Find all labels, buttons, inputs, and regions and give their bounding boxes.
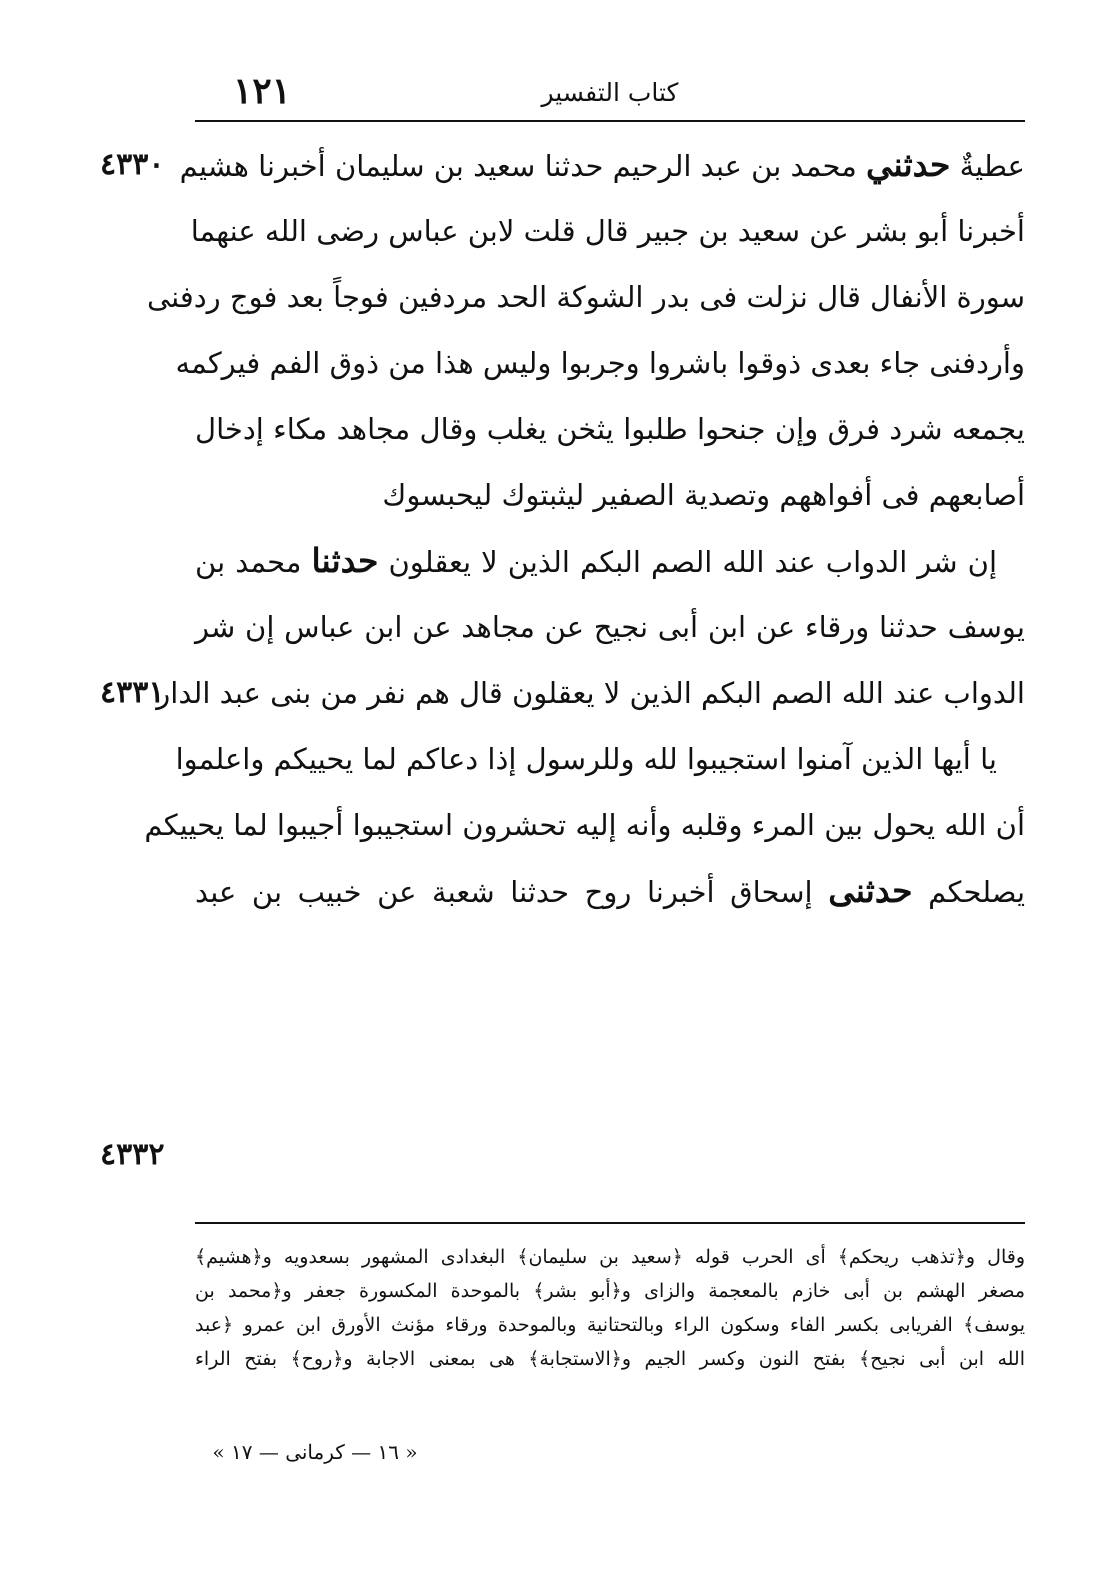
text-line-4 — [175, 330, 1025, 396]
text-line-7 — [195, 528, 1025, 594]
line-2-text: أخبرنا أبو بشر عن سعيد بن جبير قال قلت لابن عباس رضى الله عنهما — [190, 214, 1025, 248]
line-7-keyword: حدثنا — [311, 541, 379, 580]
line-6-text: أصابعهم فى أفواههم وتصدية الصفير ليثبتوك ليحبسوك — [382, 478, 1025, 512]
text-line-6 — [195, 462, 1025, 528]
text-line-5 — [195, 396, 1025, 462]
line-7-end: محمد بن — [195, 545, 302, 579]
text-line-3 — [146, 264, 1025, 330]
line-3-text: سورة الأنفال قال نزلت فى بدر الشوكة الحد مردفين فوجاً بعد فوج ردفنى — [146, 280, 1025, 314]
line-12-keyword: حدثنى — [828, 871, 913, 910]
footnote-line-4: الله ابن أبى نجيح﴾ بفتح النون وكسر الجيم و﴿الاستجابة﴾ هى بمعنى الاجابة و﴿روح﴾ بفتح الراء — [195, 1348, 1025, 1370]
signature-mark: « ١٦ — كرمانى — ١٧ » — [212, 1440, 418, 1464]
footnote-line-3: يوسف﴾ الفريابى بكسر الفاء وسكون الراء وبالتحتانية وبالموحدة ورقاء مؤنث الأورق ابن عمرو ﴿عبد — [195, 1314, 1025, 1336]
line-4-text: وأردفنى جاء بعدى ذوقوا باشروا وجربوا وليس هذا من ذوق الفم فيركمه — [175, 346, 1025, 380]
footnote-rule — [195, 1222, 1025, 1224]
line-10-text: يا أيها الذين آمنوا استجيبوا لله وللرسول إذا دعاكم لما يحييكم واعلموا — [175, 742, 997, 776]
line-1-start: عطيةٌ — [959, 149, 1025, 183]
line-1-keyword: حدثني — [866, 145, 951, 184]
text-line-8 — [195, 594, 1025, 660]
line-11-text: أن الله يحول بين المرء وقلبه وأنه إليه تحشرون استجيبوا أجيبوا لما يحييكم — [144, 808, 1025, 842]
header-rule — [195, 120, 1025, 122]
text-line-12 — [195, 858, 1025, 924]
main-text — [144, 132, 1026, 924]
text-line-1 — [179, 132, 1025, 198]
hadith-number-4330: ٤٣٣٠ — [100, 147, 165, 182]
footnote-line-1: وقال و﴿تذهب ريحكم﴾ أى الحرب قوله ﴿سعيد بن سليمان﴾ البغدادى المشهور بسعدويه و﴿هشيم﴾ — [195, 1246, 1025, 1268]
text-line-11 — [144, 792, 1025, 858]
footnote-line-2: مصغر الهشم بن أبى خازم بالمعجمة والزاى و﴿أبو بشر﴾ بالموحدة المكسورة جعفر و﴿محمد بن — [195, 1280, 1025, 1302]
line-7-start: إن شر الدواب عند الله الصم البكم الذين لا يعقلون — [388, 545, 997, 579]
hadith-number-4332: ٤٣٣٢ — [100, 1137, 165, 1172]
text-line-2 — [190, 198, 1025, 264]
line-1-end: محمد بن عبد الرحيم حدثنا سعيد بن سليمان أخبرنا هشيم — [179, 149, 857, 183]
text-line-10 — [175, 726, 1025, 792]
text-line-9 — [156, 660, 1025, 726]
line-12-start: يصلحكم — [928, 875, 1026, 909]
page-number: ١٢١ — [233, 70, 292, 112]
book-title: كتاب التفسير — [541, 78, 679, 107]
running-head — [195, 62, 1025, 122]
line-12-end: إسحاق أخبرنا روح حدثنا شعبة عن خبيب بن عبد — [195, 875, 813, 909]
line-8-text: يوسف حدثنا ورقاء عن ابن أبى نجيح عن مجاهد عن ابن عباس إن شر — [195, 610, 1025, 644]
footnotes — [195, 1240, 1025, 1376]
line-9-text: الدواب عند الله الصم البكم الذين لا يعقلون قال هم نفر من بنى عبد الدار — [156, 676, 1025, 710]
hadith-number-4331: ٤٣٣١ — [100, 675, 165, 710]
line-5-text: يجمعه شرد فرق وإن جنحوا طلبوا يثخن يغلب وقال مجاهد مكاء إدخال — [195, 412, 1025, 446]
